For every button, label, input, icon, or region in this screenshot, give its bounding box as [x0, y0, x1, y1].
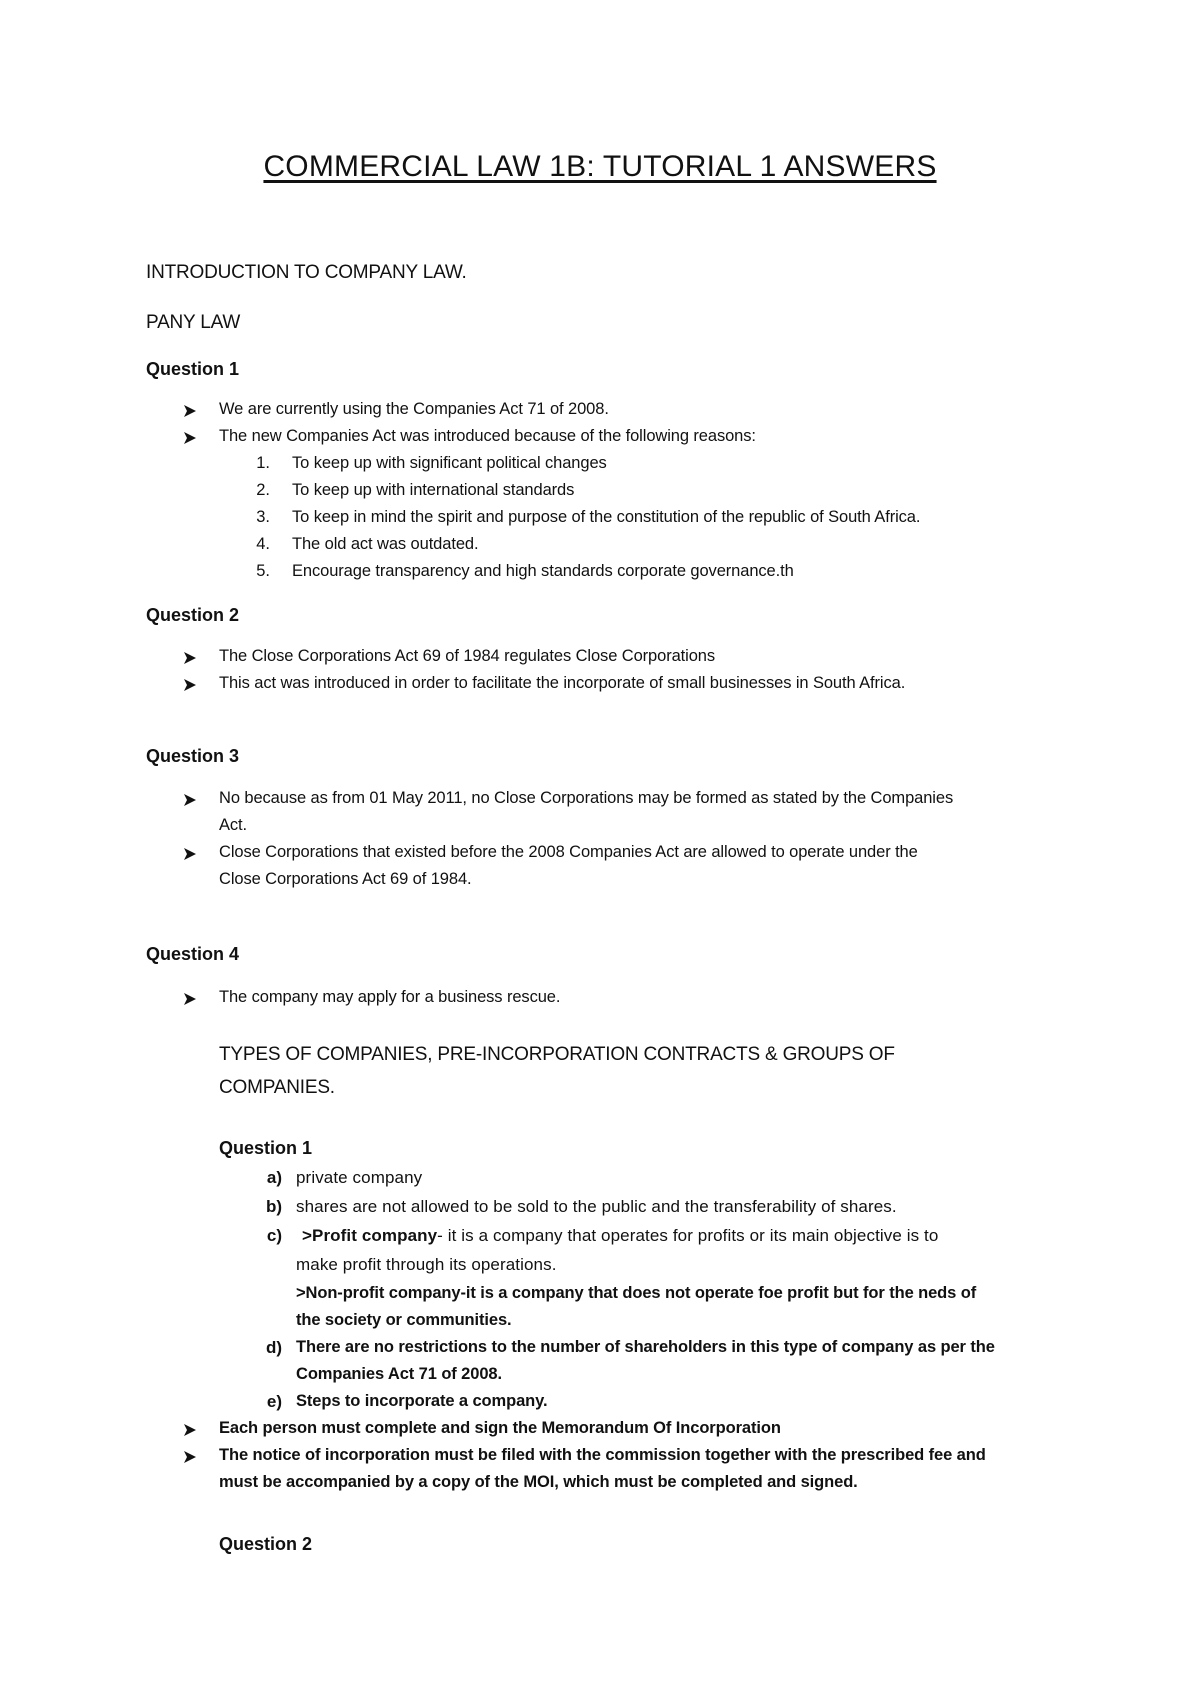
question-label: Question 1	[146, 359, 240, 379]
list-item: private company	[296, 1168, 423, 1187]
list-item: shares are not allowed to be sold to the public and the transferability of shares.	[296, 1197, 897, 1216]
bullet-text: The company may apply for a business rescue.	[219, 988, 561, 1006]
list-number: 2.	[256, 481, 270, 499]
list-item: The old act was outdated.	[292, 535, 479, 553]
arrow-bullet-icon	[183, 793, 197, 807]
profit-company-definition: - it is a company that operates for profits or its main objective is to	[437, 1226, 939, 1245]
bullet-text-continued: must be accompanied by a copy of the MOI, which must be completed and signed.	[219, 1473, 858, 1491]
list-letter: a)	[266, 1168, 282, 1187]
bullet-text: Each person must complete and sign the Memorandum Of Incorporation	[219, 1419, 781, 1437]
section-heading-continued: COMPANIES.	[219, 1077, 335, 1098]
list-item-continued: >Non-profit company-it is a company that does not operate foe profit but for the neds of	[296, 1284, 977, 1302]
section-heading: TYPES OF COMPANIES, PRE-INCORPORATION CONTRACTS & GROUPS OF	[219, 1044, 895, 1065]
bullet-text: We are currently using the Companies Act 71 of 2008.	[219, 400, 609, 418]
question-label: Question 2	[219, 1534, 313, 1554]
arrow-bullet-icon	[183, 651, 197, 665]
bullet-text-continued: Close Corporations Act 69 of 1984.	[219, 870, 472, 888]
arrow-bullet-icon	[183, 678, 197, 692]
section-heading: INTRODUCTION TO COMPANY LAW.	[146, 262, 467, 283]
arrow-bullet-icon	[183, 404, 197, 418]
list-item: There are no restrictions to the number of shareholders in this type of company as per the	[296, 1338, 995, 1356]
list-number: 1.	[256, 454, 270, 472]
arrow-bullet-icon	[183, 992, 197, 1006]
list-number: 4.	[256, 535, 270, 553]
section-subheading: PANY LAW	[146, 312, 241, 333]
arrow-bullet-icon	[183, 847, 197, 861]
list-item-continued: make profit through its operations.	[296, 1255, 557, 1274]
list-item: Steps to incorporate a company.	[296, 1392, 548, 1410]
bullet-text: The Close Corporations Act 69 of 1984 regulates Close Corporations	[219, 647, 716, 665]
arrow-bullet-icon	[183, 1423, 197, 1437]
list-item-continued: the society or communities.	[296, 1311, 512, 1329]
profit-company-term: >Profit company	[302, 1226, 438, 1245]
list-item: Encourage transparency and high standards corporate governance.th	[292, 562, 794, 580]
list-letter: b)	[265, 1197, 282, 1216]
bullet-text-continued: Act.	[219, 816, 248, 834]
arrow-bullet-icon	[183, 431, 197, 445]
list-number: 5.	[256, 562, 270, 580]
question-label: Question 3	[146, 746, 240, 766]
list-letter: e)	[266, 1392, 282, 1411]
bullet-text: The new Companies Act was introduced because of the following reasons:	[219, 427, 756, 445]
question-label: Question 2	[146, 605, 240, 625]
question-label: Question 1	[219, 1138, 313, 1158]
list-item: To keep in mind the spirit and purpose of the constitution of the republic of South Africa.	[292, 508, 921, 526]
bullet-text: No because as from 01 May 2011, no Close Corporations may be formed as stated by the Companies	[219, 789, 954, 807]
list-letter: c)	[266, 1226, 282, 1245]
list-number: 3.	[256, 508, 270, 526]
list-item-continued: Companies Act 71 of 2008.	[296, 1365, 502, 1383]
page-title: COMMERCIAL LAW 1B: TUTORIAL 1 ANSWERS	[263, 150, 937, 183]
list-item	[302, 1226, 938, 1246]
bullet-text: The notice of incorporation must be filed with the commission together with the prescribed fee and	[219, 1446, 986, 1464]
list-letter: d)	[265, 1338, 282, 1357]
list-item: To keep up with international standards	[292, 481, 575, 499]
arrow-bullet-icon	[183, 1450, 197, 1464]
bullet-text: Close Corporations that existed before the 2008 Companies Act are allowed to operate under the	[219, 843, 918, 861]
list-item: To keep up with significant political changes	[292, 454, 607, 472]
question-label: Question 4	[146, 944, 240, 964]
bullet-text: This act was introduced in order to facilitate the incorporate of small businesses in South Africa.	[219, 674, 906, 692]
